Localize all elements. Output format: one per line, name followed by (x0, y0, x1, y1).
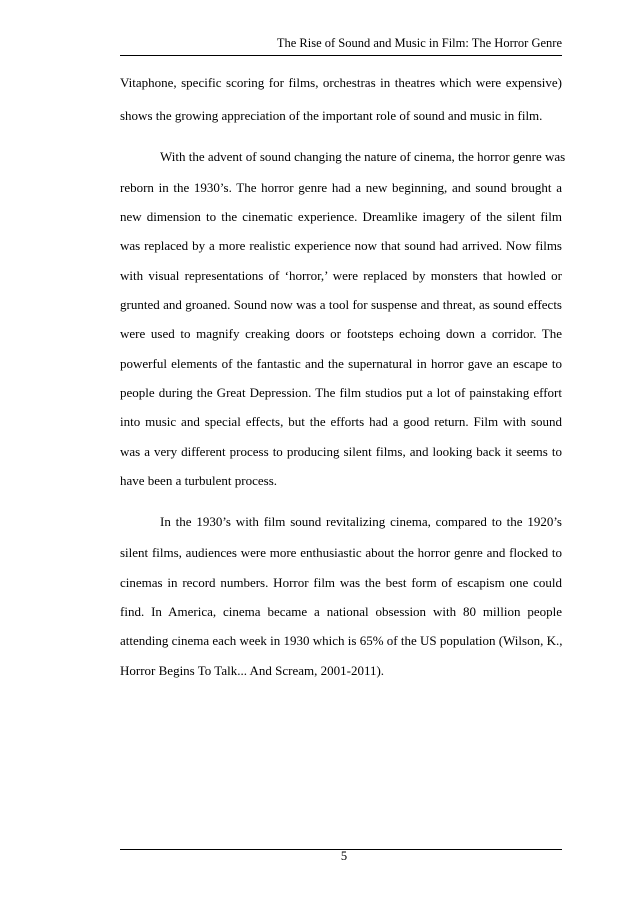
paragraph-2-line-3: new dimension to the cinematic experience. Dreamlike imagery of the silent film (120, 209, 562, 224)
paragraph-2-line-10: into music and special effects, but the efforts had a good return. Film with sound (120, 414, 562, 429)
paragraph-3-line-4: find. In America, cinema became a national obsession with 80 million people (120, 604, 562, 619)
paragraph-3-line-5: attending cinema each week in 1930 which is 65% of the US population (Wilson, K., (120, 633, 563, 648)
paragraph-3-line-6: Horror Begins To Talk... And Scream, 2001-2011). (120, 663, 385, 678)
paragraph-2-line-5: with visual representations of ‘horror,’ were replaced by monsters that howled or (120, 268, 562, 283)
paragraph-3-line-1: In the 1930’s with film sound revitalizing cinema, compared to the 1920’s (160, 514, 562, 529)
paragraph-1-line-1: Vitaphone, specific scoring for films, orchestras in theatres which were expensive) (120, 75, 562, 90)
paragraph-3-line-3: cinemas in record numbers. Horror film was the best form of escapism one could (120, 575, 562, 590)
paragraph-2-line-1: With the advent of sound changing the nature of cinema, the horror genre was (160, 149, 566, 164)
page-number: 5 (340, 849, 348, 863)
paragraph-2-line-12: have been a turbulent process. (120, 473, 278, 488)
paragraph-2-line-9: people during the Great Depression. The film studios put a lot of painstaking effort (120, 385, 562, 400)
paragraph-2-line-8: powerful elements of the fantastic and the supernatural in horror gave an escape to (120, 356, 562, 371)
header-rule (120, 55, 562, 56)
paragraph-3-line-2: silent films, audiences were more enthusiastic about the horror genre and flocked to (120, 545, 562, 560)
paragraph-2-line-6: grunted and groaned. Sound now was a tool for suspense and threat, as sound effects (120, 297, 562, 312)
paragraph-2-line-7: were used to magnify creaking doors or footsteps echoing down a corridor. The (120, 326, 562, 341)
paragraph-1-line-2: shows the growing appreciation of the important role of sound and music in film. (120, 108, 543, 123)
paragraph-2-line-2: reborn in the 1930’s. The horror genre had a new beginning, and sound brought a (120, 180, 562, 195)
paragraph-2-line-11: was a very different process to producing silent films, and looking back it seems to (120, 444, 562, 459)
running-header-title: The Rise of Sound and Music in Film: The Horror Genre (276, 36, 562, 50)
paragraph-2-line-4: was replaced by a more realistic experience now that sound had arrived. Now films (120, 238, 562, 253)
